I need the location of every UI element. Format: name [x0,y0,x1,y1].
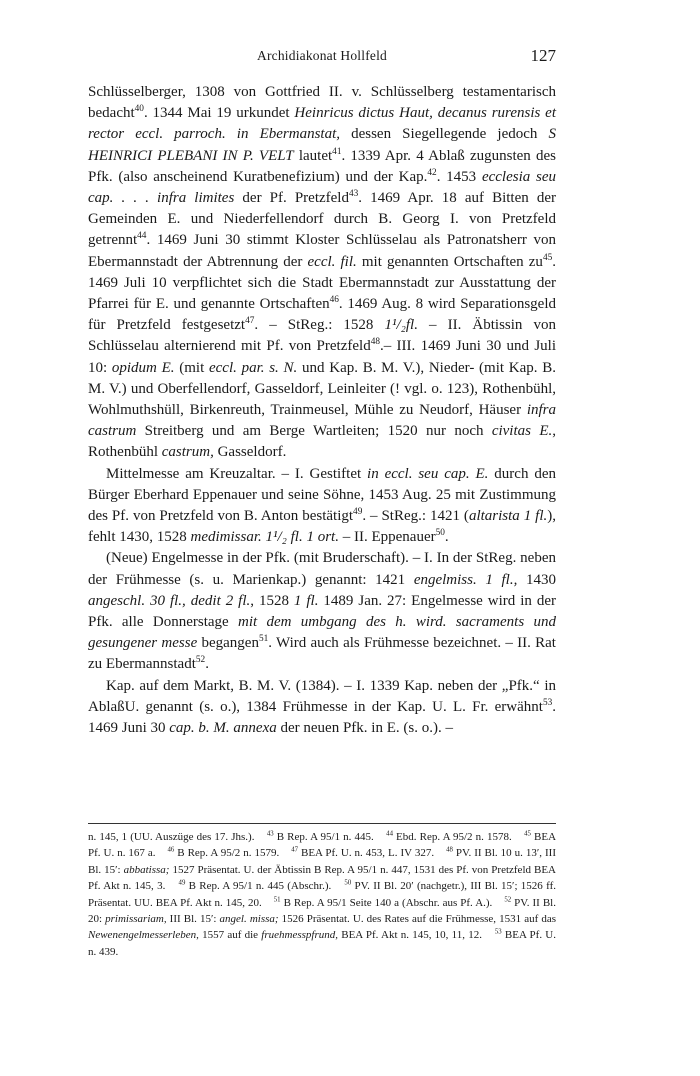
footnotes [88,829,556,960]
paragraph-engelmesse: (Neue) Engelmesse in der Pfk. (mit Bruderschaft). – I. In der StReg. neben der Frühmesse (s. u. Marienkap.) genannt: 1421 engelmiss. 1 fl., 1430 angeschl. 30 fl., dedit 2 fl., 1528 1 fl. 1489 Jan. 27: Engelmesse wird in der Pfk. alle Donnerstage mit dem umbgang des h. wird. sacraments und gesungener messe begangen$^{51}$. Wird auch als Frühmesse bezeichnet. – II. Rat zu Ebermannstadt$^{52}$. [88,550,556,673]
footnote-text: n. 145, 1 (UU. Auszüge des 17. Jhs.). $^{43}$ B Rep. A 95/1 n. 445. $^{44}$ Ebd. Rep. A 95/2 n. 1578. $^{45}$ BEA Pf. U. n. 167 a. $^{46}$ B Rep. A 95/2 n. 1579. $^{47}$ BEA Pf. U. n. 453, L. IV 327. $^{48}$ PV. II Bl. 10 u. 13′, III Bl. 15′: abbatissa; 1527 Präsentat. U. der Äbtissin B Rep. A 95/1 n. 447, 1531 des Pf. von Pretzfeld BEA Pf. Akt n. 145, 3. $^{49}$ B Rep. A 95/1 n. 445 (Abschr.). $^{50}$ PV. II Bl. 20′ (nachgetr.), III Bl. 15′; 1526 ff. Präsentat. UU. BEA Pf. Akt n. 145, 20. $^{51}$ B Rep. A 95/1 Seite 140 a (Abschr. aus Pf. A.). $^{52}$ PV. II Bl. 20: primissariam, III Bl. 15′: angel. missa; 1526 Präsentat. U. des Rates auf die Frühmesse, 1531 auf das Newenengelmesserleben, 1557 auf die fruehmesspfrund, BEA Pf. Akt n. 145, 10, 11, 12. $^{53}$ BEA Pf. U. n. 439. [88,830,557,958]
running-title: Archidiakonat Hollfeld [257,48,387,63]
paragraph-kapelle-markt: Kap. auf dem Markt, B. M. V. (1384). – I. 1339 Kap. neben der „Pfk.“ in AblaßU. genannt (s. o.), 1384 Frühmesse in der Kap. U. L. Fr. erwähnt$^{53}$. 1469 Juni 30 cap. b. M. annexa der neuen Pfk. in E. (s. o.). – [88,677,556,737]
page-header [88,48,556,70]
main-text [88,82,556,739]
paragraph-ebermannstadt-history: Schlüsselberger, 1308 von Gottfried II. v. Schlüsselberg testamentarisch bedacht$^{40}$. 1344 Mai 19 urkundet Heinricus dictus Haut, decanus rurensis et rector eccl. parroch. in Ebermanstat, dessen Siegellegende jedoch S HEINRICI PLEBANI IN P. VELT lautet$^{41}$. 1339 Apr. 4 Ablaß zugunsten des Pfk. (also anscheinend Kuratbenefizium) und der Kap.$^{42}$. 1453 ecclesia seu cap. . . . infra limites der Pf. Pretzfeld$^{43}$. 1469 Apr. 18 auf Bitten der Gemeinden E. und Niederfellendorf durch B. Georg I. von Pretzfeld getrennt$^{44}$. 1469 Juni 30 stimmt Kloster Schlüsselau als Patronatsherr von Ebermannstadt der Abtrennung der eccl. fil. mit genannten Ortschaften $zu^{45}$. 1469 Juli 10 verpflichtet sich die Stadt Ebermannstadt zur Ausstattung der Pfarrei für E. und genannte Ortschaften$^{46}$. 1469 Aug. 8 wird Separationsgeld für Pretzfeld festgesetzt$^{47}$. – StReg.: 1528 1¹/₂fl. – II. Äbtissin von Schlüsselau alternierend mit Pf. von Pretzfeld$^{48}$.– III. 1469 Juni 30 und Juli 10: opidum E. (mit eccl. par. s. N. und Kap. B. M. V.), Nieder- (mit Kap. B. M. V.) und Oberfellendorf, Gasseldorf, Leinleiter (! vgl. o. 123), Rothenbühl, Wohlmuthshüll, Birkenreuth, Trainmeusel, Mühle zu Neudorf, Häuser infra castrum Streitberg und am Berge Wartleiten; 1520 nur noch civitas E., Rothenbühl castrum, Gasseldorf. [88,84,556,461]
paragraph-mittelmesse: Mittelmesse am Kreuzaltar. – I. Gestiftet in eccl. seu cap. E. durch den Bürger Eberhard Eppenauer und seine Söhne, 1453 Aug. 25 mit Zustimmung des Pf. von Pretzfeld von B. Anton bestätigt$^{49}$. – StReg.: 1421 (altarista 1 fl.), fehlt 1430, 1528 medimissar. 1¹/₂ fl. 1 ort. – II. Eppenauer$^{50}$. [88,465,556,546]
footnote-divider [88,823,556,824]
page-number: 127 [530,46,556,65]
